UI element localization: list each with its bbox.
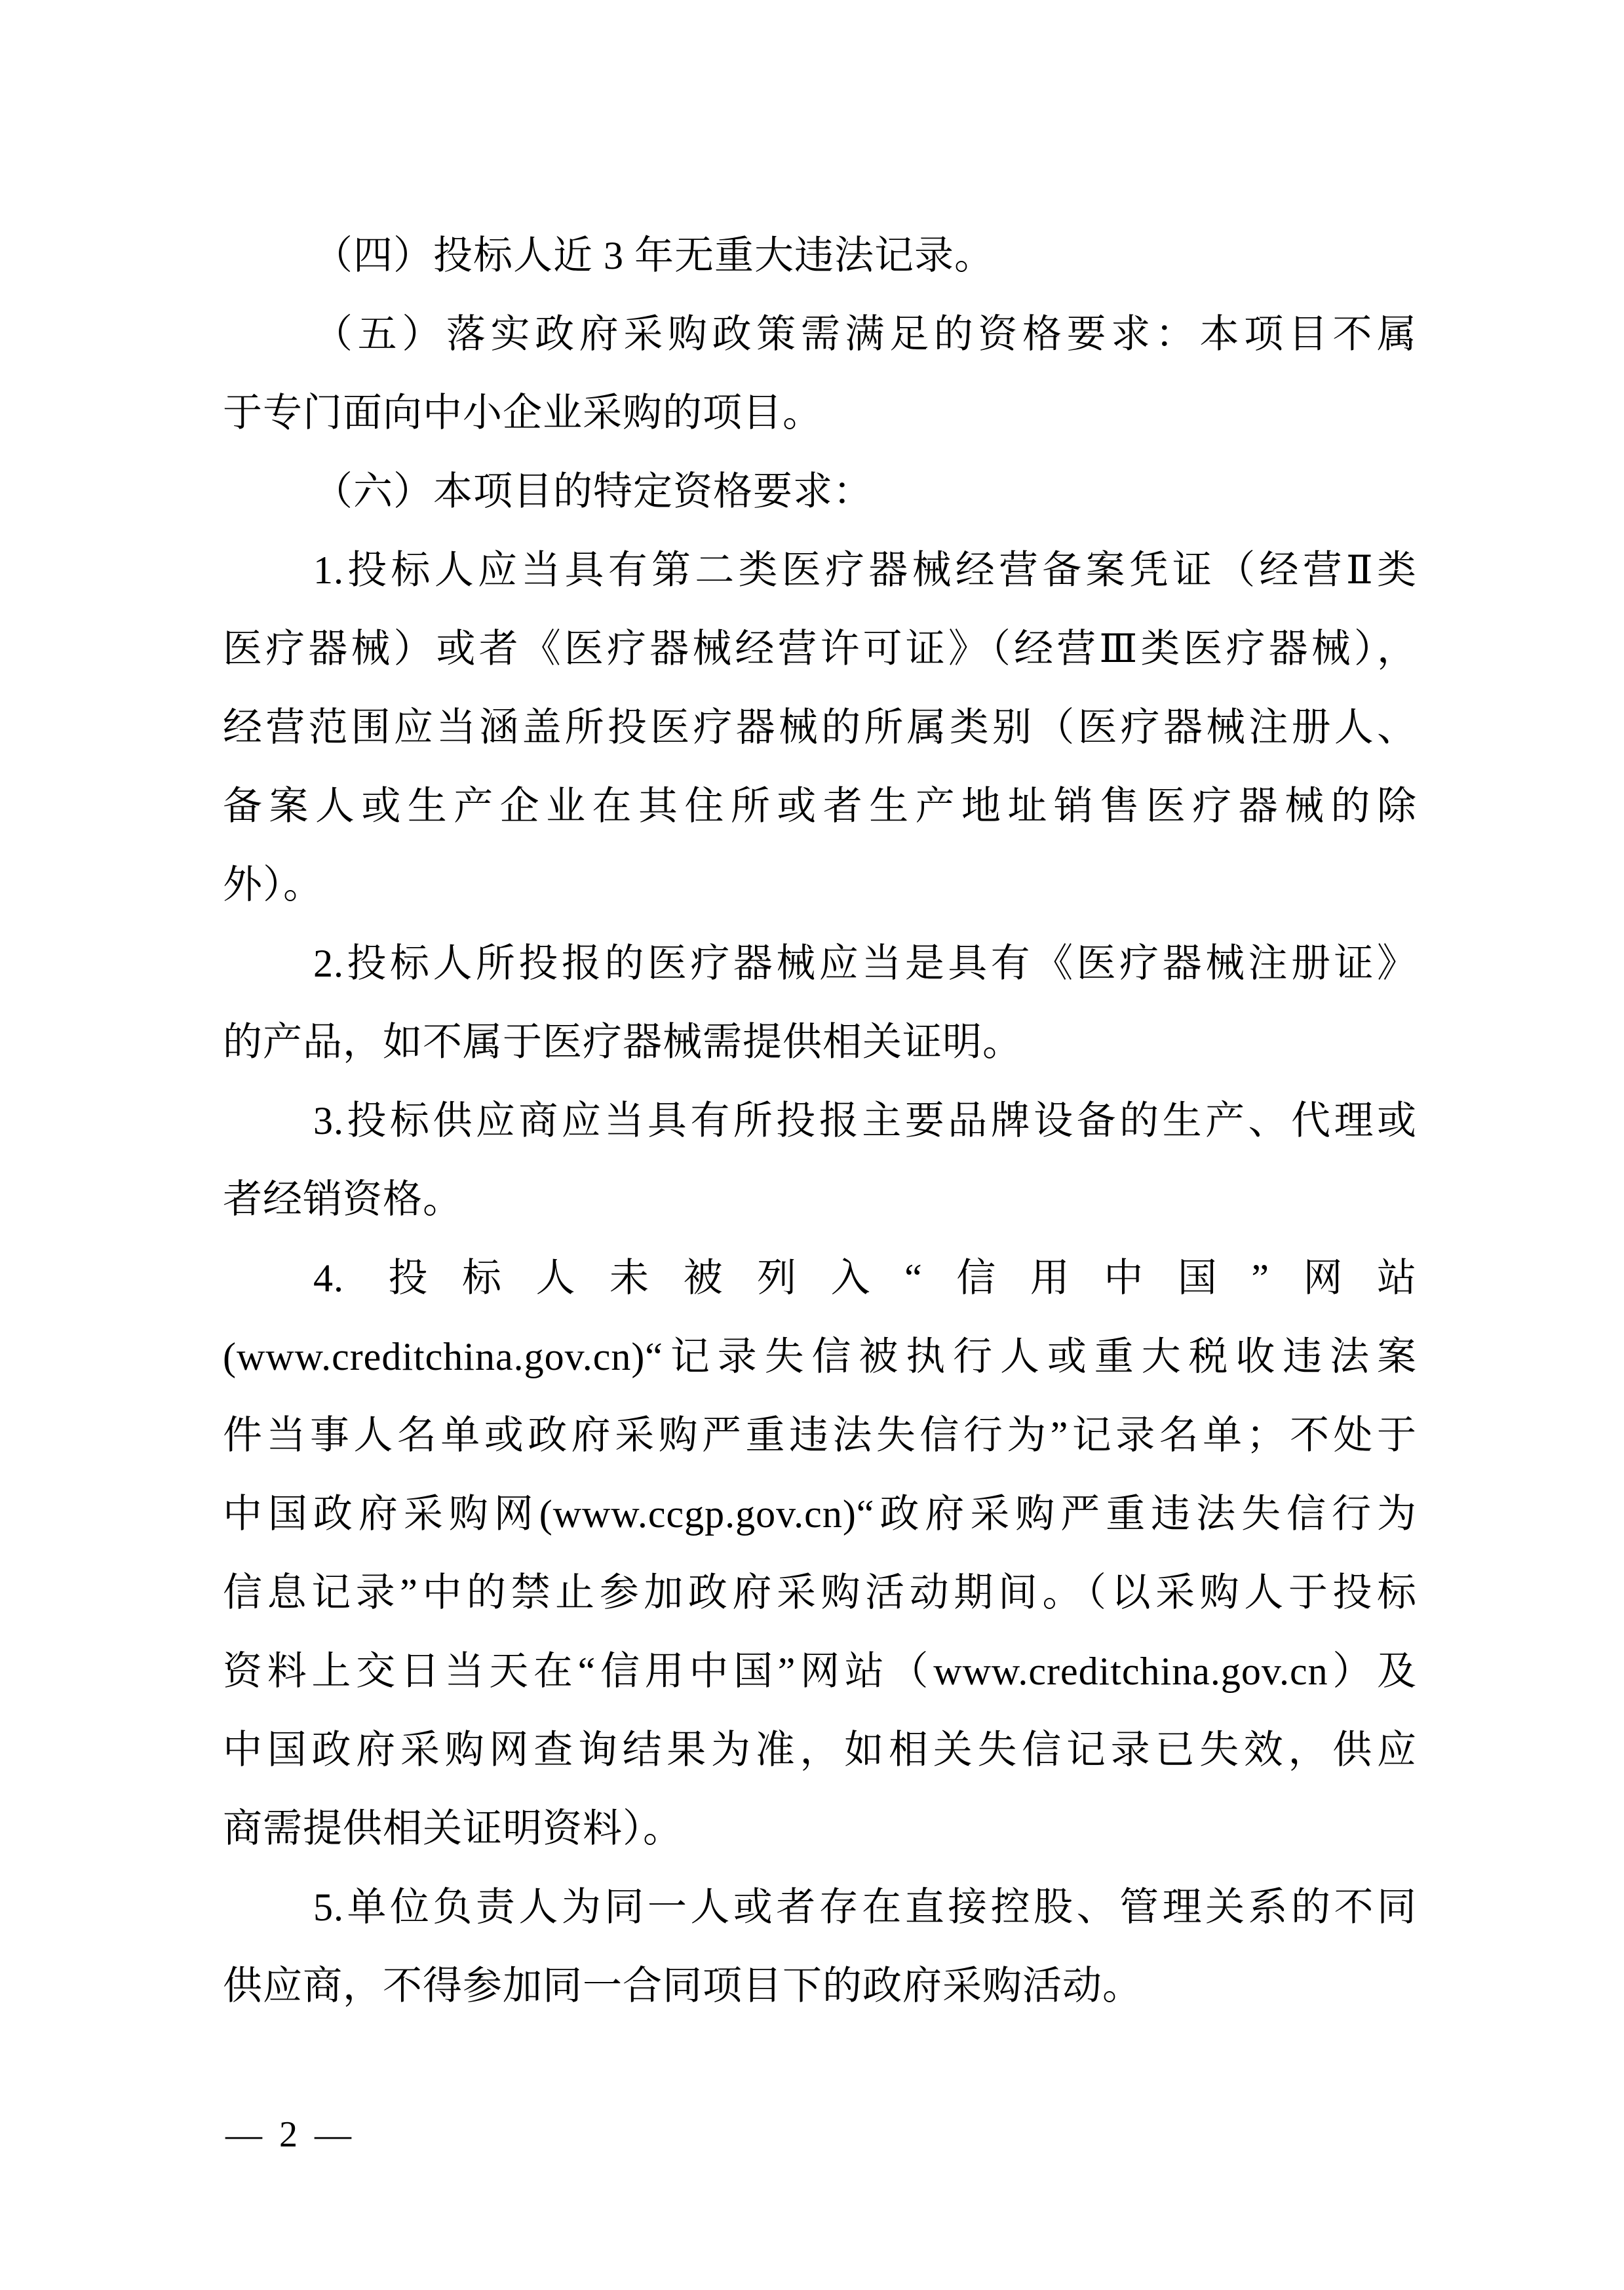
text-line: 2.投标人所投报的医疗器械应当是具有《医疗器械注册证》 <box>313 942 1417 985</box>
text-line: 中国政府采购网(www.ccgp.gov.cn)“政府采购严重违法失信行为 <box>223 1492 1417 1536</box>
text-line: 信息记录”中的禁止参加政府采购活动期间。（以采购人于投标 <box>223 1571 1417 1614</box>
page-number: — 2 — <box>225 2114 355 2155</box>
text-line: 件当事人名单或政府采购严重违法失信行为”记录名单；不处于 <box>223 1414 1417 1457</box>
text-line: 医疗器械）或者《医疗器械经营许可证》（经营Ⅲ类医疗器械）， <box>223 627 1417 670</box>
text-line: 4. 投标人未被列入“信用中国”网站 <box>313 1256 1417 1300</box>
text-line: 中国政府采购网查询结果为准，如相关失信记录已失效，供应 <box>223 1728 1417 1772</box>
text-line: 5.单位负责人为同一人或者存在直接控股、管理关系的不同 <box>313 1886 1417 1929</box>
document-body <box>223 216 1417 2025</box>
text-line: 商需提供相关证明资料）。 <box>223 1807 683 1850</box>
text-line: 3.投标供应商应当具有所投报主要品牌设备的生产、代理或 <box>313 1099 1417 1142</box>
text-line: 资料上交日当天在“信用中国”网站（www.creditchina.gov.cn）及 <box>223 1650 1417 1693</box>
text-line: 者经销资格。 <box>223 1178 463 1221</box>
text-line: （四）投标人近 3 年无重大违法记录。 <box>313 234 994 277</box>
text-line: 供应商，不得参加同一合同项目下的政府采购活动。 <box>223 1964 1142 2008</box>
text-line: （六）本项目的特定资格要求： <box>313 470 873 513</box>
text-line: 备案人或生产企业在其住所或者生产地址销售医疗器械的除 <box>223 785 1417 828</box>
text-line: (www.creditchina.gov.cn)“记录失信被执行人或重大税收违法案 <box>223 1335 1417 1378</box>
text-line: 经营范围应当涵盖所投医疗器械的所属类别（医疗器械注册人、 <box>223 706 1417 749</box>
text-line: 1.投标人应当具有第二类医疗器械经营备案凭证（经营Ⅱ类 <box>313 549 1417 592</box>
text-line: （五）落实政府采购政策需满足的资格要求：本项目不属 <box>313 313 1417 356</box>
text-line: 的产品，如不属于医疗器械需提供相关证明。 <box>223 1020 1022 1064</box>
text-line: 于专门面向中小企业采购的项目。 <box>223 391 822 435</box>
text-line: 外）。 <box>223 863 323 906</box>
